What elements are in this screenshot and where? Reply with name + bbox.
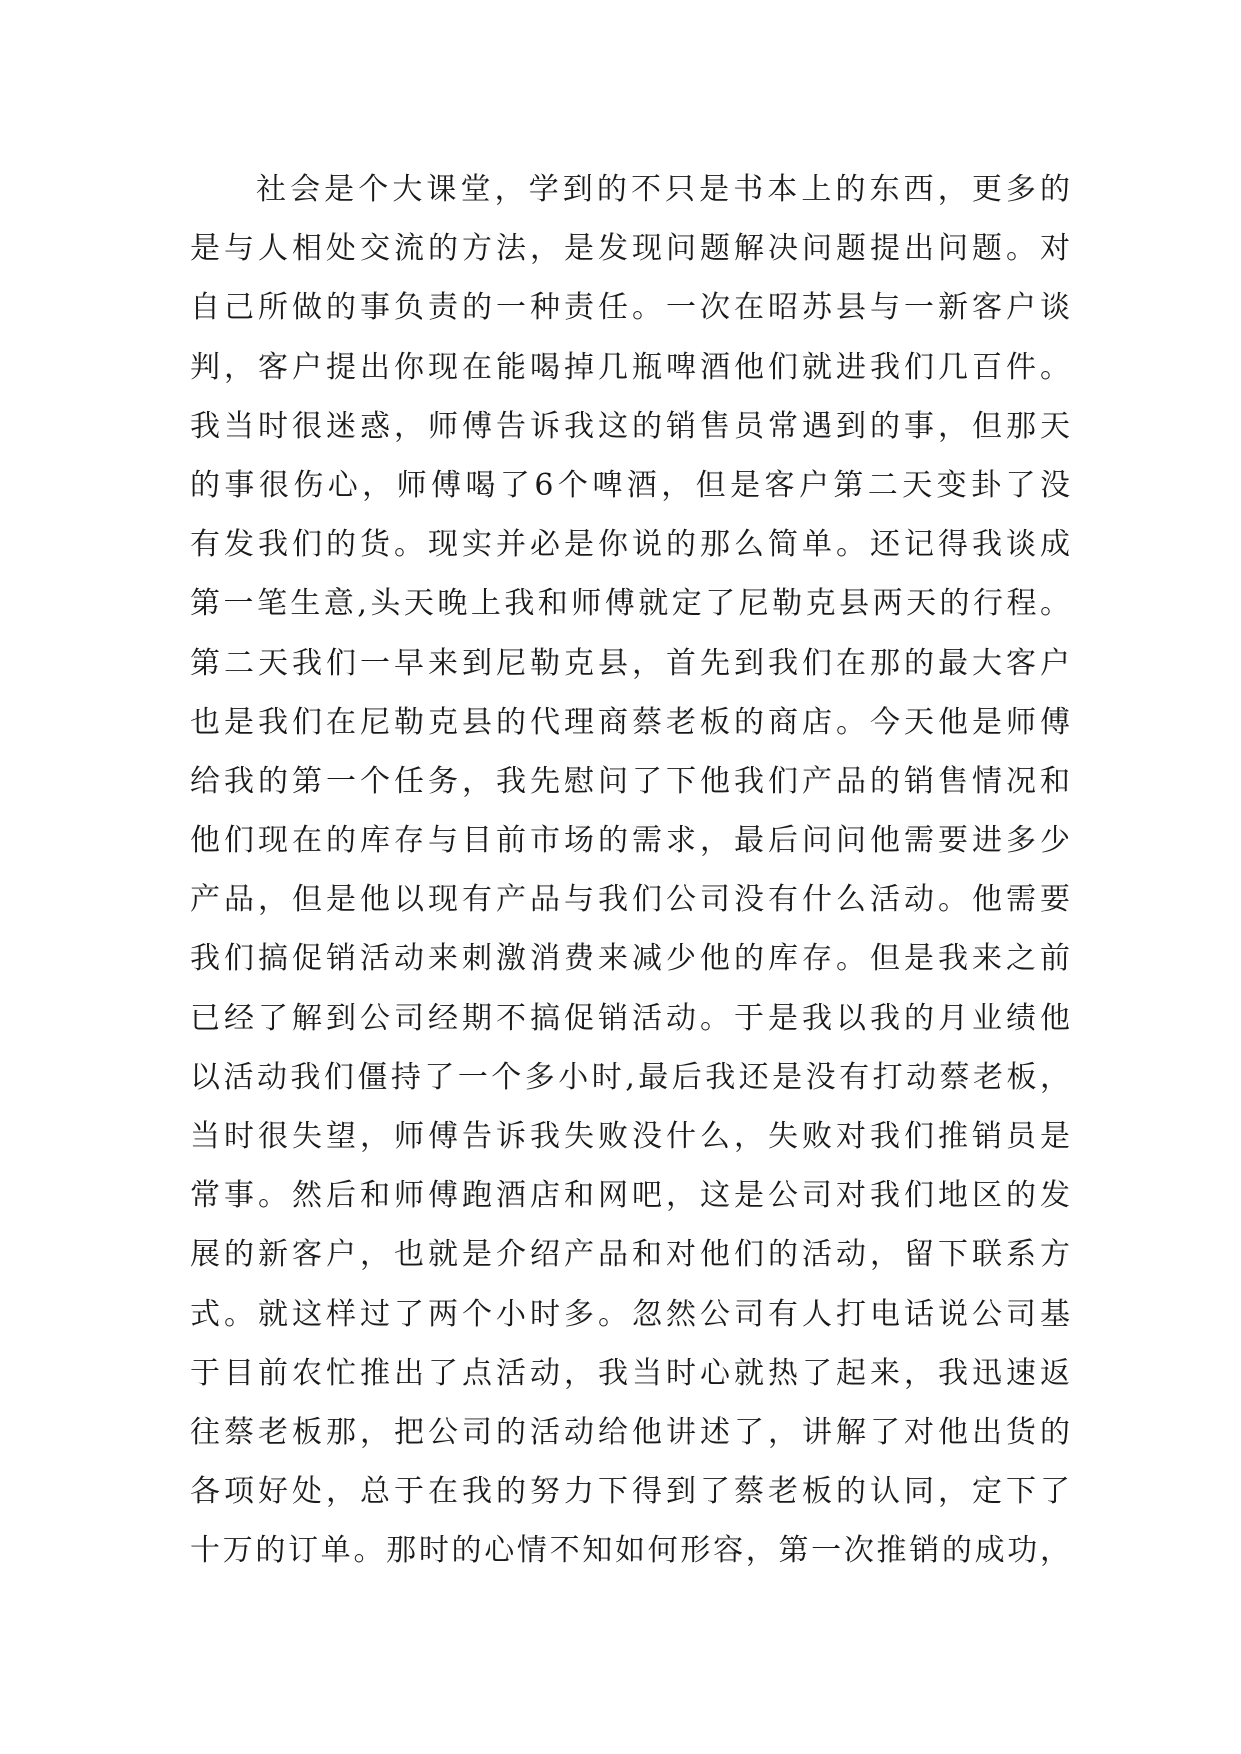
text-line: 判，客户提出你现在能喝掉几瓶啤酒他们就进我们几百件。 [190,349,1070,385]
text-line: 第二天我们一早来到尼勒克县，首先到我们在那的最大客户 [190,645,1070,681]
text-line: 社会是个大课堂，学到的不只是书本上的东西，更多的 [256,172,1070,207]
text-line: 我当时很迷惑，师傅告诉我这的销售员常遇到的事，但那天 [190,408,1070,444]
text-line: 式。就这样过了两个小时多。忽然公司有人打电话说公司基 [190,1296,1070,1332]
text-line: 给我的第一个任务，我先慰问了下他我们产品的销售情况和 [190,763,1070,799]
text-line: 各项好处，总于在我的努力下得到了蔡老板的认同，定下了 [190,1474,1070,1510]
text-line: 十万的订单。那时的心情不知如何形容，第一次推销的成功， [190,1533,1070,1569]
text-line: 于目前农忙推出了点活动，我当时心就热了起来，我迅速返 [190,1355,1070,1391]
text-line: 也是我们在尼勒克县的代理商蔡老板的商店。今天他是师傅 [190,704,1070,740]
text-line: 我们搞促销活动来刺激消费来减少他的库存。但是我来之前 [190,941,1070,977]
text-line: 自己所做的事负责的一种责任。一次在昭苏县与一新客户谈 [190,290,1070,326]
text-line: 是与人相处交流的方法，是发现问题解决问题提出问题。对 [190,231,1070,267]
text-line: 有发我们的货。现实并必是你说的那么简单。还记得我谈成 [190,527,1070,563]
text-line: 展的新客户，也就是介绍产品和对他们的活动，留下联系方 [190,1237,1070,1273]
body-paragraph [190,160,1070,1581]
text-line: 产品，但是他以现有产品与我们公司没有什么活动。他需要 [190,882,1070,918]
text-line: 第一笔生意,头天晚上我和师傅就定了尼勒克县两天的行程。 [190,586,1070,622]
text-line: 以活动我们僵持了一个多小时,最后我还是没有打动蔡老板， [190,1059,1070,1095]
text-line: 他们现在的库存与目前市场的需求，最后问问他需要进多少 [190,823,1070,859]
text-line: 的事很伤心，师傅喝了6个啤酒，但是客户第二天变卦了没 [190,467,1070,503]
text-line: 常事。然后和师傅跑酒店和网吧，这是公司对我们地区的发 [190,1178,1070,1214]
text-line: 已经了解到公司经期不搞促销活动。于是我以我的月业绩他 [190,1000,1070,1036]
text-line: 当时很失望，师傅告诉我失败没什么，失败对我们推销员是 [190,1119,1070,1154]
text-line: 往蔡老板那，把公司的活动给他讲述了，讲解了对他出货的 [190,1414,1070,1450]
